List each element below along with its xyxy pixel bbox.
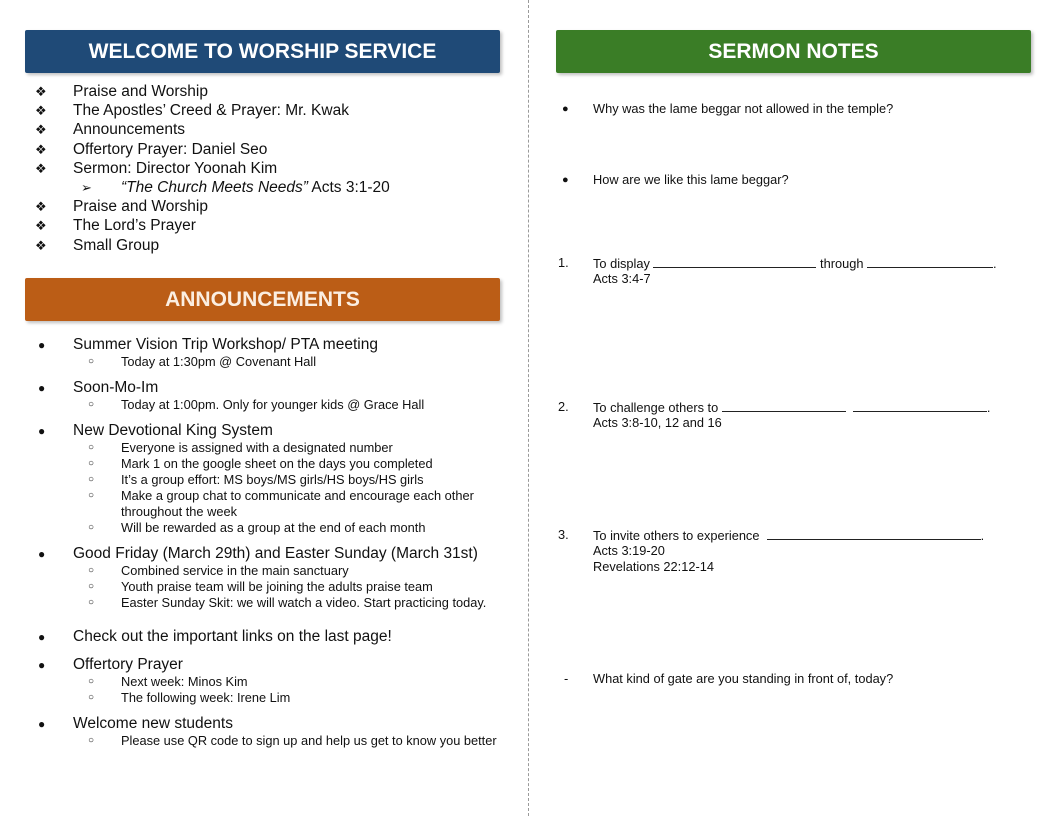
diamond-bullet-icon: ❖ (35, 103, 47, 119)
fill-in-blank[interactable] (767, 527, 981, 540)
point-text: To challenge others to (593, 400, 719, 415)
bullet-icon: ● (38, 717, 46, 731)
scripture-reference: Acts 3:4-7 (593, 271, 651, 286)
sermon-reference: Acts 3:1-20 (307, 178, 390, 196)
welcome-banner (25, 30, 500, 73)
announcement-detail: Will be rewarded as a group at the end of each month (121, 520, 426, 535)
period: . (980, 528, 985, 543)
order-item-text: Praise and Worship (73, 83, 208, 100)
bullet-icon: ● (38, 381, 46, 395)
welcome-title: WELCOME TO WORSHIP SERVICE (88, 39, 437, 63)
question-text: What kind of gate are you standing in front of, today? (593, 671, 894, 686)
point-text: through (820, 256, 864, 271)
circle-bullet-icon: ○ (88, 676, 95, 687)
announcement-item (38, 628, 518, 646)
bullet-icon: ● (562, 174, 569, 186)
scripture-reference: Acts 3:19-20 (593, 543, 665, 558)
order-item (35, 140, 505, 159)
sermon-notes-banner (556, 30, 1031, 73)
point-number: 3. (558, 527, 569, 542)
announcement-detail: Please use QR code to sign up and help us get to know you better (121, 733, 497, 748)
announcement-item (38, 422, 518, 536)
announcement-detail: Combined service in the main sanctuary (121, 563, 349, 578)
bullet-icon: ● (38, 547, 46, 561)
circle-bullet-icon: ○ (88, 474, 95, 485)
announcement-detail: Today at 1:00pm. Only for younger kids @ Grace Hall (121, 397, 425, 412)
announcement-item (38, 656, 518, 706)
order-item-text: The Apostles’ Creed & Prayer: Mr. Kwak (73, 102, 349, 120)
order-item (35, 216, 505, 235)
scripture-reference: Acts 3:8-10, 12 and 16 (593, 415, 722, 430)
period: . (986, 400, 991, 415)
announcement-detail: Everyone is assigned with a designated number (121, 440, 393, 455)
arrow-bullet-icon: ➢ (81, 179, 92, 195)
announcement-detail: Easter Sunday Skit: we will watch a video. Start practicing today. (121, 595, 487, 610)
circle-bullet-icon: ○ (88, 735, 95, 746)
bullet-icon: ● (38, 424, 46, 438)
announcement-detail: Today at 1:30pm @ Covenant Hall (121, 354, 317, 369)
diamond-bullet-icon: ❖ (35, 122, 47, 138)
announcement-heading: Soon-Mo-Im (73, 379, 159, 396)
announcements-banner (25, 278, 500, 321)
order-item (35, 82, 505, 101)
dash-marker: - (564, 671, 569, 686)
sermon-title-item (35, 178, 505, 197)
announcement-detail: The following week: Irene Lim (121, 690, 291, 705)
circle-bullet-icon: ○ (88, 490, 95, 501)
sermon-title: “The Church Meets Needs” (121, 178, 308, 196)
bullet-icon: ● (562, 103, 569, 115)
bullet-icon: ● (38, 338, 46, 352)
order-item-text: Sermon: Director Yoonah Kim (73, 159, 278, 177)
circle-bullet-icon: ○ (88, 442, 95, 453)
question-text: How are we like this lame beggar? (593, 172, 789, 187)
question-text: Why was the lame beggar not allowed in the temple? (593, 101, 894, 116)
announcement-item (38, 336, 518, 370)
order-item-text: Announcements (73, 121, 186, 139)
bullet-icon: ● (38, 630, 46, 644)
announcement-heading: Check out the important links on the last page! (73, 628, 392, 645)
announcement-detail: Next week: Minos Kim (121, 674, 248, 689)
circle-bullet-icon: ○ (88, 692, 95, 703)
scripture-reference: Revelations 22:12-14 (593, 559, 714, 574)
order-item (35, 120, 505, 139)
order-item (35, 101, 505, 120)
order-item-text: The Lord’s Prayer (73, 217, 196, 235)
fill-in-blank[interactable] (722, 399, 846, 412)
order-item (35, 197, 505, 216)
circle-bullet-icon: ○ (88, 581, 95, 592)
bullet-icon: ● (38, 658, 46, 672)
announcement-heading: New Devotional King System (73, 422, 273, 439)
order-of-service (35, 82, 505, 255)
point-number: 2. (558, 399, 569, 414)
announcement-heading: Good Friday (March 29th) and Easter Sunday (March 31st) (73, 545, 478, 562)
sermon-notes-title: SERMON NOTES (708, 39, 879, 63)
announcement-detail: Mark 1 on the google sheet on the days you completed (121, 456, 433, 471)
announcement-detail: It’s a group effort: MS boys/MS girls/HS boys/HS girls (121, 472, 424, 487)
diamond-bullet-icon: ❖ (35, 237, 47, 253)
fill-in-blank[interactable] (867, 255, 993, 268)
circle-bullet-icon: ○ (88, 399, 95, 410)
page-fold-divider (528, 0, 529, 816)
diamond-bullet-icon: ❖ (35, 218, 47, 234)
circle-bullet-icon: ○ (88, 522, 95, 533)
circle-bullet-icon: ○ (88, 597, 95, 608)
fill-in-blank[interactable] (653, 255, 816, 268)
circle-bullet-icon: ○ (88, 356, 95, 367)
diamond-bullet-icon: ❖ (35, 160, 47, 176)
point-text: To invite others to experience (593, 528, 760, 543)
circle-bullet-icon: ○ (88, 458, 95, 469)
diamond-bullet-icon: ❖ (35, 84, 47, 99)
circle-bullet-icon: ○ (88, 565, 95, 576)
diamond-bullet-icon: ❖ (35, 141, 47, 157)
announcement-heading: Summer Vision Trip Workshop/ PTA meeting (73, 336, 378, 353)
period: . (993, 256, 997, 271)
order-item-text: Offertory Prayer: Daniel Seo (73, 140, 268, 158)
announcement-item (38, 715, 518, 749)
fill-in-blank[interactable] (853, 399, 987, 412)
point-number: 1. (558, 255, 569, 270)
announcement-heading: Offertory Prayer (73, 656, 183, 673)
announcement-item (38, 545, 518, 611)
order-item (35, 159, 505, 178)
announcement-item (38, 379, 518, 413)
point-text: To display (593, 256, 650, 271)
announcement-detail: Make a group chat to communicate and encourage each other (121, 488, 474, 503)
announcement-detail: Youth praise team will be joining the adults praise team (121, 579, 433, 594)
announcement-detail-continued: throughout the week (121, 504, 237, 519)
announcements-title: ANNOUNCEMENTS (165, 287, 360, 311)
diamond-bullet-icon: ❖ (35, 199, 47, 215)
announcement-heading: Welcome new students (73, 715, 233, 732)
order-item-text: Praise and Worship (73, 198, 208, 216)
order-item-text: Small Group (73, 236, 160, 254)
order-item (35, 236, 505, 255)
